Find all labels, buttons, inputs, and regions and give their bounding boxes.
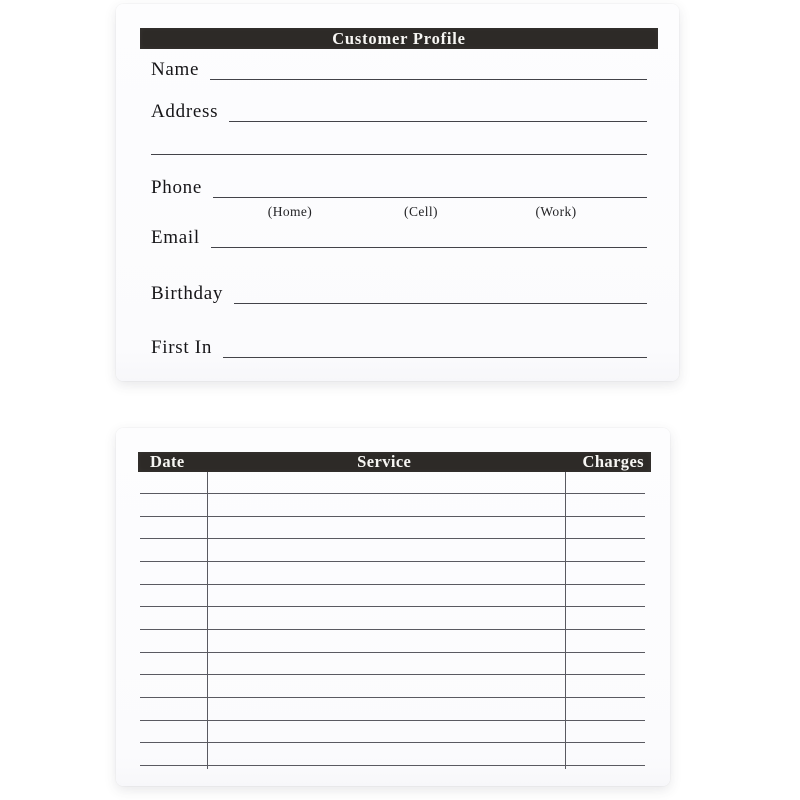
charges-column-divider: [565, 472, 566, 769]
field-write-line-name: [210, 49, 647, 80]
field-label-email: Email: [151, 227, 200, 249]
table-row-line: [140, 652, 645, 653]
table-row-line: [140, 606, 645, 607]
field-write-line-birthday: [234, 273, 647, 304]
table-row-line: [140, 629, 645, 630]
field-row-address: [151, 92, 647, 122]
table-row-line: [140, 584, 645, 585]
table-row-line: [140, 493, 645, 494]
table-row-line: [140, 538, 645, 539]
phone-sublabel-cell: (Cell): [404, 204, 438, 219]
phone-sublabel-home: (Home): [267, 204, 313, 219]
field-write-line-phone: [213, 167, 647, 198]
field-label-birthday: Birthday: [151, 283, 224, 305]
field-row-email: [151, 218, 647, 248]
column-header-service: Service: [357, 452, 412, 471]
customer-profile-card: [116, 4, 679, 381]
date-column-divider: [207, 472, 208, 769]
field-write-line-address-line-2: [151, 124, 647, 155]
field-row-address-line-2: [151, 125, 647, 155]
column-header-date: Date: [150, 452, 185, 471]
field-label-address: Address: [151, 101, 219, 123]
table-row-line: [140, 742, 645, 743]
field-write-line-first-in: [223, 327, 647, 358]
profile-card-title-bar: [140, 28, 658, 49]
table-row-line: [140, 720, 645, 721]
table-row-line: [140, 561, 645, 562]
table-row-line: [140, 765, 645, 766]
table-row-line: [140, 516, 645, 517]
field-row-name: [151, 50, 647, 80]
column-header-charges: Charges: [582, 452, 644, 471]
field-row-birthday: [151, 274, 647, 304]
field-write-line-address: [229, 91, 647, 122]
field-label-phone: Phone: [151, 177, 202, 199]
table-row-line: [140, 674, 645, 675]
field-label-name: Name: [151, 59, 200, 81]
field-write-line-email: [211, 217, 647, 248]
phone-sublabel-work: (Work): [535, 204, 577, 219]
service-card-header-bar: [138, 452, 651, 472]
field-row-phone: [151, 168, 647, 198]
service-record-card: [116, 428, 670, 786]
table-row-line: [140, 697, 645, 698]
profile-card-title: Customer Profile: [332, 28, 466, 48]
field-label-first-in: First In: [151, 337, 213, 359]
field-row-first-in: [151, 328, 647, 358]
